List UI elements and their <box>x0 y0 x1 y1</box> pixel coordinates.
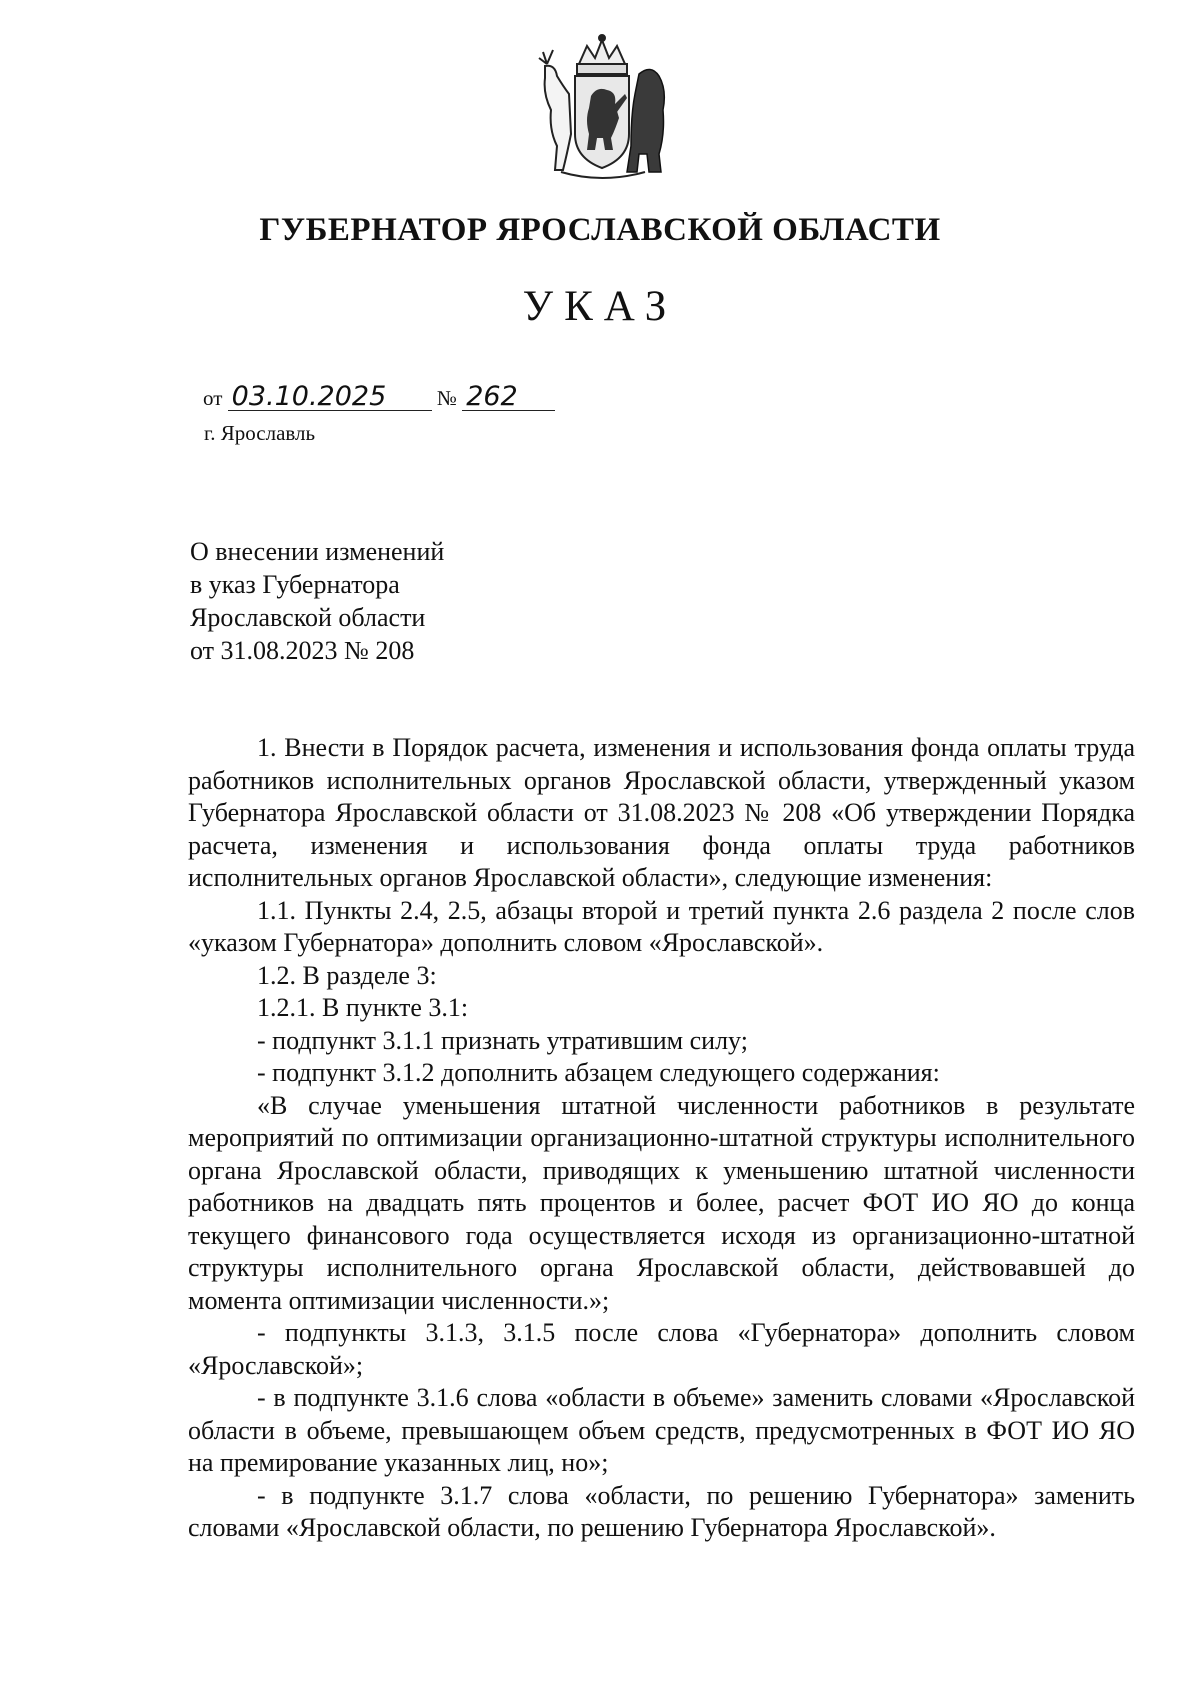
body-paragraph: - в подпункте 3.1.7 слова «области, по решению Губернатора» заменить словами «Ярославской области, по решению Губернатора Ярославской». <box>188 1480 1135 1542</box>
body-paragraph: - подпункт 3.1.2 дополнить абзацем следующего содержания: <box>257 1058 940 1087</box>
date-number-line <box>203 381 555 412</box>
body-paragraph: 1. Внести в Порядок расчета, изменения и использования фонда оплаты труда работников исполнительных органов Ярославской области, утвержденный указом Губернатора Ярославской области от 31.08.2023 № 208 «Об утверждении Порядка расчета, изменения и использования фонда оплаты труда работников исполнительных органов Ярославской области», следующие изменения: <box>188 733 1135 892</box>
document-date: 03.10.2025 <box>228 384 432 411</box>
subject-line: О внесении изменений <box>190 537 445 566</box>
body-paragraph: - в подпункте 3.1.6 слова «области в объеме» заменить словами «Ярославской области в объеме, превышающем объем средств, предусмотренных в ФОТ ИО ЯО на премирование указанных лиц, но»; <box>188 1383 1135 1477</box>
subject-line: в указ Губернатора <box>190 570 400 599</box>
city: г. Ярославль <box>204 421 316 445</box>
coat-of-arms-emblem <box>527 34 677 184</box>
body-paragraph: 1.2. В разделе 3: <box>257 960 437 990</box>
body-paragraph: «В случае уменьшения штатной численности работников в результате мероприятий по оптимизации организационно-штатной структуры исполнительного органа Ярославской области, приводящих к уменьшению штатной численности работников на двадцать пять процентов и более, расчет ФОТ ИО ЯО до конца текущего финансового года осуществляется исходя из организационно-штатной структуры исполнительного органа Ярославской области, действовавшей до момента оптимизации численности.»; <box>188 1090 1135 1315</box>
document-subject <box>190 535 444 667</box>
subject-line: от 31.08.2023 № 208 <box>190 636 415 665</box>
document-body <box>188 732 1135 1545</box>
issuing-authority: ГУБЕРНАТОР ЯРОСЛАВСКОЙ ОБЛАСТИ <box>259 212 941 248</box>
body-paragraph: - подпункты 3.1.3, 3.1.5 после слова «Губернатора» дополнить словом «Ярославской»; <box>188 1318 1135 1380</box>
body-paragraph: 1.1. Пункты 2.4, 2.5, абзацы второй и третий пункта 2.6 раздела 2 после слов «указом Губернатора» дополнить словом «Ярославской». <box>188 895 1135 957</box>
document-number: 262 <box>462 384 555 411</box>
body-paragraph: - подпункт 3.1.1 признать утратившим силу; <box>257 1025 748 1055</box>
date-prefix: от <box>203 386 223 410</box>
number-prefix: № <box>436 386 457 410</box>
document-type: УКАЗ <box>522 283 678 330</box>
subject-line: Ярославской области <box>190 603 426 632</box>
body-paragraph: 1.2.1. В пункте 3.1: <box>257 993 469 1022</box>
